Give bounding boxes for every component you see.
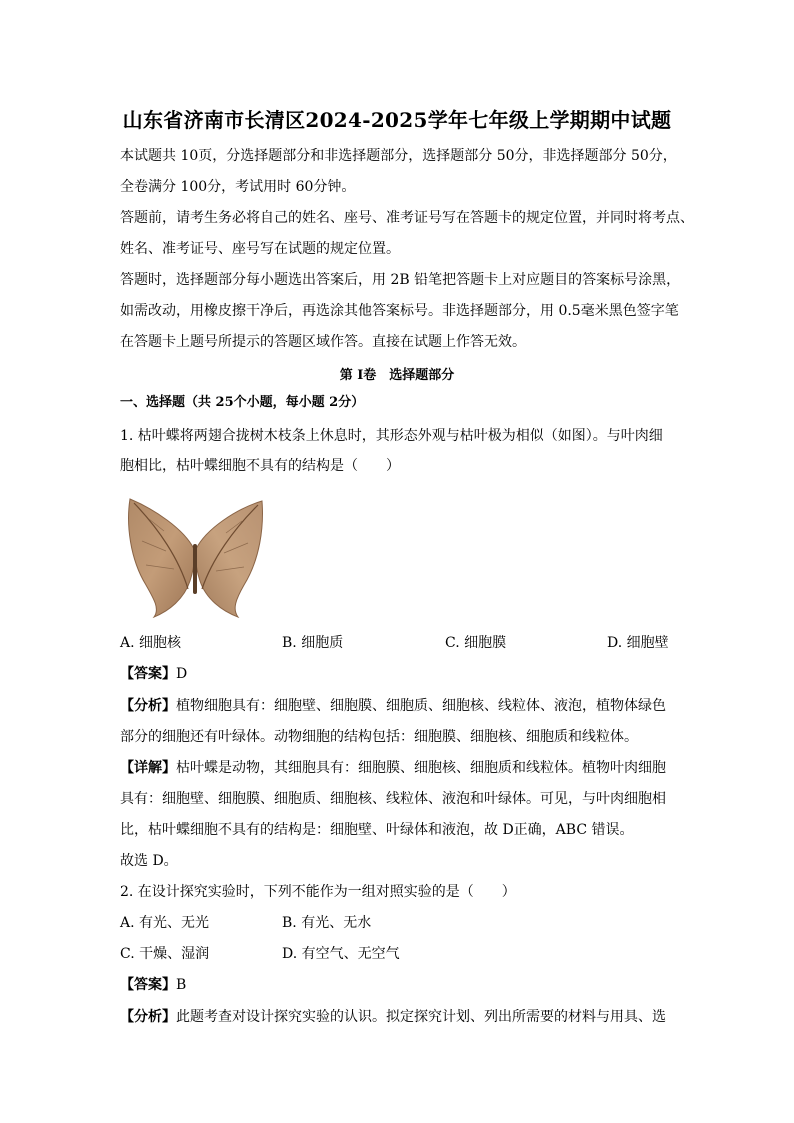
analysis-text: 植物细胞具有：细胞壁、细胞膜、细胞质、细胞核、线粒体、液泡，植物体绿色 <box>176 698 666 714</box>
q1-stem: 1. 枯叶蝶将两翅合拢树木枝条上休息时，其形态外观与枯叶极为相似（如图）。与叶肉细 <box>120 428 663 444</box>
answer-tag: 【答案】 <box>120 666 176 682</box>
q2-analysis <box>120 1008 680 1026</box>
q1-analysis: 部分的细胞还有叶绿体。动物细胞的结构包括：细胞膜、细胞核、细胞质和线粒体。 <box>120 729 638 745</box>
dead-leaf-butterfly-icon <box>124 489 266 619</box>
q2-option-d: D. 有空气、无空气 <box>282 946 400 962</box>
page-title: 山东省济南市长清区2024-2025学年七年级上学期期中试题 <box>122 108 672 132</box>
analysis-tag: 【分析】 <box>120 698 176 714</box>
q1-option-c: C. 细胞膜 <box>445 635 507 651</box>
intro-line: 在答题卡上题号所提示的答题区域作答。直接在试题上作答无效。 <box>120 334 526 350</box>
detail-text: 枯叶蝶是动物，其细胞具有：细胞膜、细胞核、细胞质和线粒体。植物叶肉细胞 <box>176 760 666 776</box>
q1-analysis <box>120 697 680 715</box>
q1-detail: 具有：细胞壁、细胞膜、细胞质、细胞核、线粒体、液泡和叶绿体。可见，与叶肉细胞相 <box>120 791 666 807</box>
q2-option-c: C. 干燥、湿润 <box>120 946 210 962</box>
q2-answer <box>120 976 680 994</box>
q1-answer <box>120 665 680 683</box>
intro-line: 答题时，选择题部分每小题选出答案后，用 2B 铅笔把答题卡上对应题目的答案标号涂黑， <box>120 272 681 288</box>
intro-line: 如需改动，用橡皮擦干净后，再选涂其他答案标号。非选择题部分，用 0.5毫米黑色签字笔 <box>120 303 679 319</box>
detail-tag: 【详解】 <box>120 760 176 776</box>
q1-detail <box>120 759 680 777</box>
q1-detail: 故选 D。 <box>120 853 178 869</box>
q1-stem: 胞相比，枯叶蝶细胞不具有的结构是（ ） <box>120 458 400 474</box>
answer-value: B <box>176 977 187 993</box>
intro-line: 全卷满分 100分，考试用时 60分钟。 <box>120 179 356 195</box>
section-title: 第 I卷 选择题部分 <box>339 368 455 383</box>
q2-option-a: A. 有光、无光 <box>120 915 210 931</box>
q1-option-d: D. 细胞壁 <box>607 635 669 651</box>
q1-option-b: B. 细胞质 <box>282 635 344 651</box>
answer-tag: 【答案】 <box>120 977 176 993</box>
q2-stem: 2. 在设计探究实验时，下列不能作为一组对照实验的是（ ） <box>120 884 516 900</box>
analysis-text: 此题考查对设计探究实验的认识。拟定探究计划、列出所需要的材料与用具、选 <box>176 1009 666 1025</box>
intro-line: 答题前，请考生务必将自己的姓名、座号、准考证号写在答题卡的规定位置，并同时将考点、 <box>120 210 694 226</box>
analysis-tag: 【分析】 <box>120 1009 176 1025</box>
q1-detail: 比，枯叶蝶细胞不具有的结构是：细胞壁、叶绿体和液泡，故 D正确，ABC 错误。 <box>120 822 634 838</box>
q2-option-b: B. 有光、无水 <box>282 915 372 931</box>
intro-line: 姓名、准考证号、座号写在试题的规定位置。 <box>120 241 400 257</box>
part-title: 一、选择题（共 25个小题，每小题 2分） <box>120 395 365 410</box>
intro-line: 本试题共 10页，分选择题部分和非选择题部分，选择题部分 50分，非选择题部分 50分， <box>120 148 677 164</box>
answer-value: D <box>176 666 188 682</box>
q1-option-a: A. 细胞核 <box>120 635 182 651</box>
